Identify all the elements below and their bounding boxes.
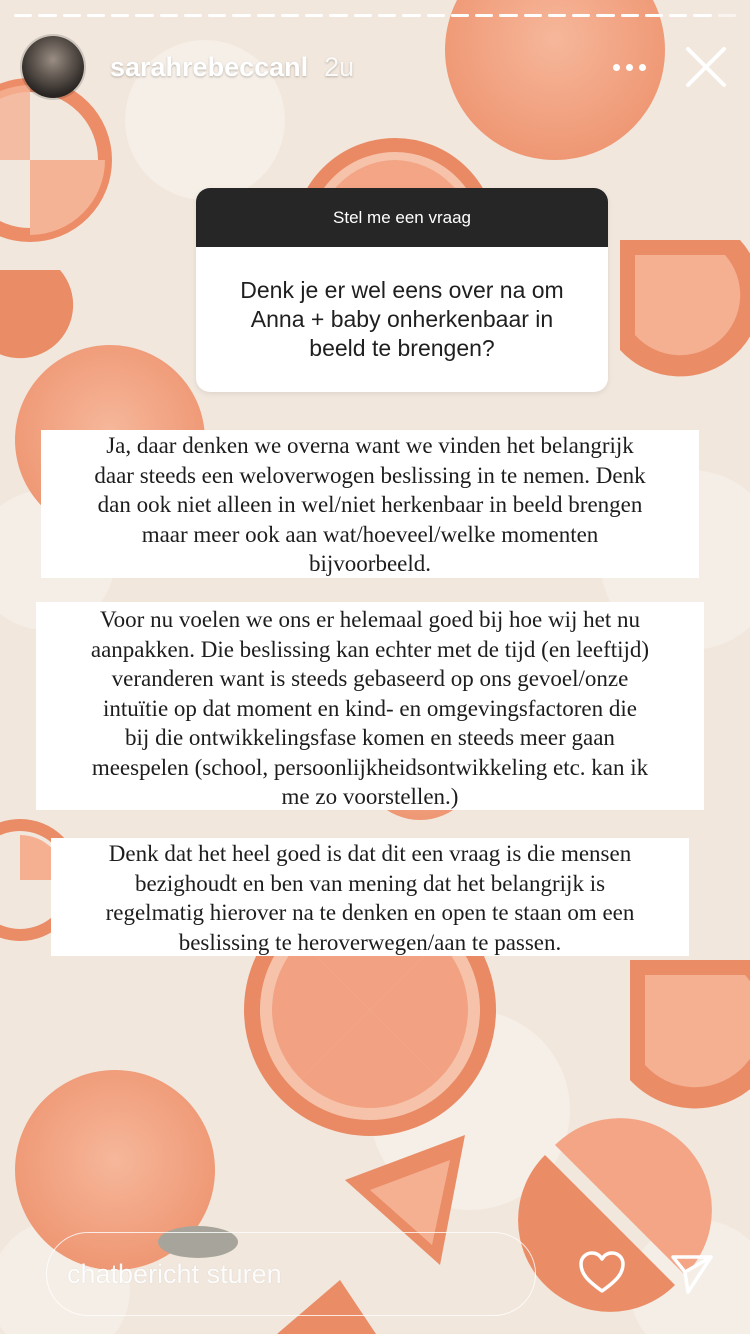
answer-line: Voor nu voelen we ons er helemaal goed bij hoe wij het nu [100, 607, 640, 632]
progress-segment [718, 14, 736, 17]
answer-line: regelmatig hierover na te denken en open te staan om een [105, 900, 635, 925]
story-progress-bar [14, 14, 736, 17]
answer-line: bezighoudt en ben van mening dat het belangrijk is [134, 870, 606, 896]
answer-line: aanpakken. Die beslissing kan echter met de tijd (en leeftijd) [90, 636, 650, 662]
answer-line: Ja, daar denken we overna want we vinden het belangrijk [106, 433, 634, 458]
progress-segment [208, 14, 226, 17]
progress-segment [621, 14, 639, 17]
answer-line: bij die ontwikkelingsfase komen en steeds meer gaan [125, 725, 615, 750]
answer-line: maar meer ook aan wat/hoeveel/welke momenten [141, 521, 599, 547]
progress-segment [378, 14, 396, 17]
question-sticker[interactable] [196, 188, 608, 392]
progress-segment [548, 14, 566, 17]
progress-segment [135, 14, 153, 17]
progress-segment [451, 14, 469, 17]
time-ago: 2u [324, 51, 355, 82]
progress-segment [111, 14, 129, 17]
send-icon[interactable] [670, 1252, 714, 1296]
answer-line: meespelen (school, persoonlijkheidsontwikkeling etc. kan ik [91, 754, 649, 780]
progress-segment [693, 14, 711, 17]
progress-segment [596, 14, 614, 17]
answer-line: bijvoorbeeld. [309, 551, 431, 576]
question-text: Denk je er wel eens over na om Anna + baby onherkenbaar in beeld te brengen? [240, 277, 564, 361]
progress-segment [160, 14, 178, 17]
question-sticker-header: Stel me een vraag [196, 188, 608, 247]
progress-segment [402, 14, 420, 17]
progress-segment [669, 14, 687, 17]
answer-line: intuïtie op dat moment en kind- en omgevingsfactoren die [103, 695, 637, 721]
progress-segment [354, 14, 372, 17]
progress-segment [645, 14, 663, 17]
progress-segment [232, 14, 250, 17]
answer-line: Denk dat het heel goed is dat dit een vraag is die mensen [108, 841, 632, 866]
answer-line: beslissing te heroverwegen/aan te passen. [178, 929, 562, 955]
progress-segment [475, 14, 493, 17]
answer-paragraph-3 [51, 838, 689, 956]
answer-line: me zo voorstellen.) [281, 784, 459, 809]
progress-segment [427, 14, 445, 17]
progress-segment [524, 14, 542, 17]
message-input[interactable]: chatbericht sturen [46, 1232, 536, 1316]
progress-segment [329, 14, 347, 17]
close-icon[interactable] [684, 45, 728, 89]
progress-segment [87, 14, 105, 17]
answer-line: daar steeds een weloverwogen beslissing in te nemen. Denk [94, 462, 646, 488]
progress-segment [38, 14, 56, 17]
answer-paragraph-2 [36, 602, 704, 810]
progress-segment [572, 14, 590, 17]
more-horizontal-icon[interactable] [604, 47, 654, 87]
story-header [22, 34, 728, 100]
progress-segment [499, 14, 517, 17]
progress-segment [14, 14, 32, 17]
progress-segment [184, 14, 202, 17]
heart-icon[interactable] [578, 1250, 626, 1294]
progress-segment [63, 14, 81, 17]
answer-paragraph-1 [41, 430, 699, 578]
progress-segment [281, 14, 299, 17]
avatar[interactable] [22, 36, 84, 98]
progress-segment [305, 14, 323, 17]
progress-segment [257, 14, 275, 17]
answer-line: dan ook niet alleen in wel/niet herkenbaar in beeld brengen [97, 492, 643, 517]
username[interactable]: sarahrebeccanl [110, 51, 309, 82]
answer-line: veranderen want is steeds gebaseerd op ons gevoel/onze [111, 666, 629, 691]
